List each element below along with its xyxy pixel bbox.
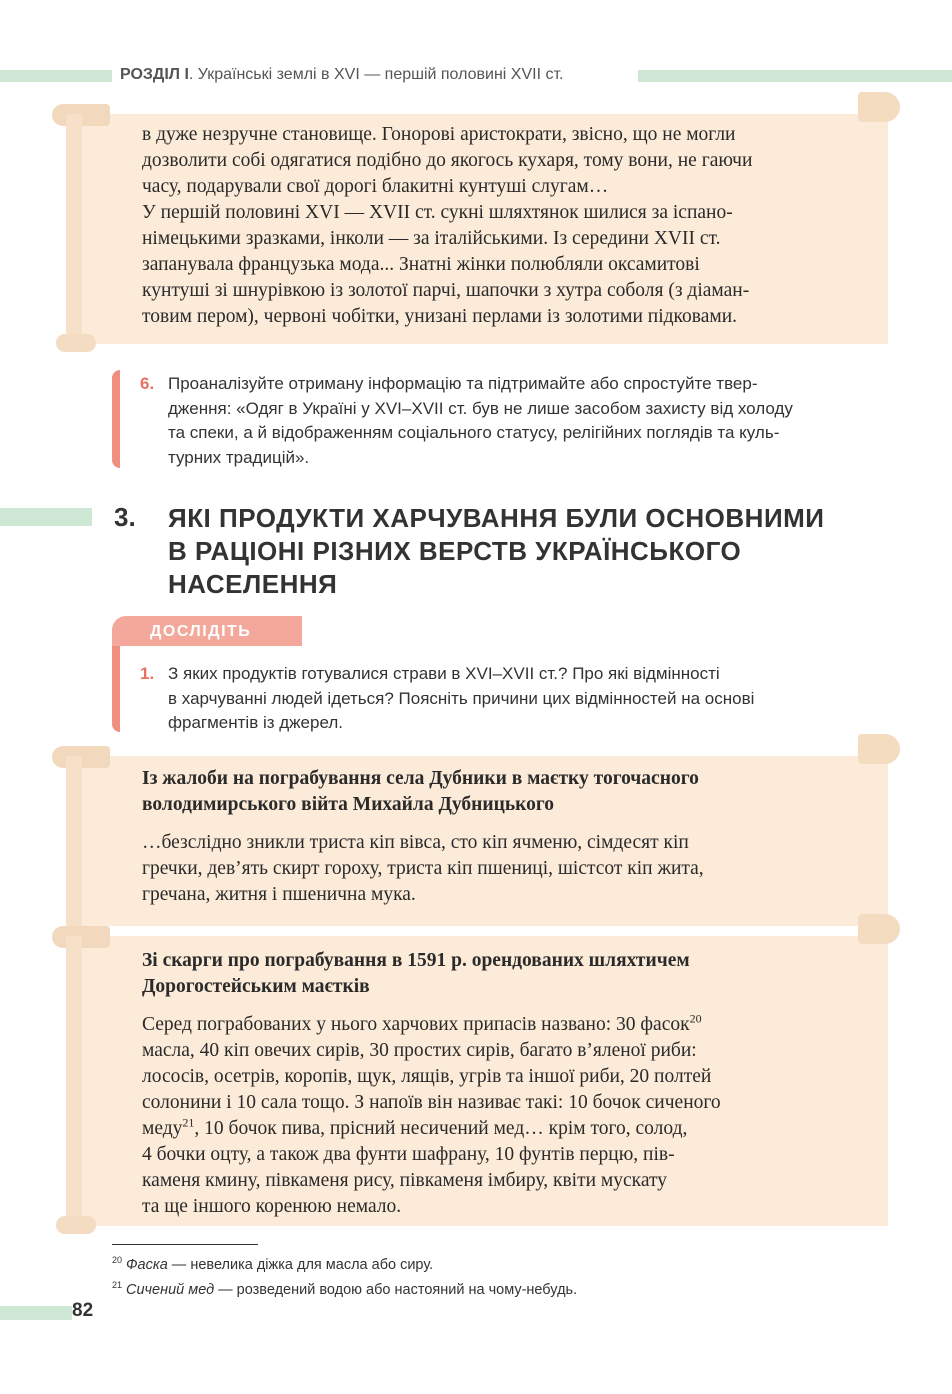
header-stripe-right (638, 70, 952, 82)
text-line: Проаналізуйте отриману інформацію та підтримайте або спростуйте твер- (168, 374, 758, 393)
task-6-text (168, 372, 880, 470)
scroll-edge (66, 756, 82, 926)
footnote-ref[interactable]: 20 (689, 1011, 702, 1026)
source-text (142, 830, 854, 908)
text-line: та ще іншого коренюю немало. (142, 1196, 402, 1217)
title-line: Дорогостейським маєтків (142, 976, 370, 997)
scroll-edge (66, 114, 82, 344)
text-line: запанувала французька мода... Знатні жінки полюбляли оксамитові (142, 254, 700, 275)
text-line: дозволити собі одягатися подібно до якогось кухаря, тому вони, не гаючи (142, 150, 753, 171)
task-1-text (168, 662, 880, 736)
task-accent-bar (112, 646, 120, 732)
title-line: ЯКІ ПРОДУКТИ ХАРЧУВАННЯ БУЛИ ОСНОВНИМИ (168, 503, 825, 533)
text-line: дження: «Одяг в Україні у XVI–XVII ст. був не лише засобом захисту від холоду (168, 398, 793, 418)
text-line: турних традицій». (168, 447, 310, 467)
footnote-text: — розведений водою або настояний на чому-небудь. (214, 1281, 578, 1298)
source-scroll-dorogostaiski (66, 936, 888, 1226)
source-title (142, 948, 854, 1000)
title-line: Із жалоби на пограбування села Дубники в маєтку тогочасного (142, 768, 699, 789)
title-line: В РАЦІОНІ РІЗНИХ ВЕРСТВ УКРАЇНСЬКОГО (168, 536, 742, 566)
header-stripe-left (0, 70, 112, 82)
section-title (168, 502, 888, 601)
text-line: німецькими зразками, інколи — за італійськими. Із середини XVII ст. (142, 228, 721, 249)
footnote-term: Сичений мед (126, 1281, 215, 1298)
scroll-edge (66, 936, 82, 1226)
text-line: та спеки, а й відображенням соціального статусу, релігійних поглядів та куль- (168, 423, 780, 442)
text-line: в харчуванні людей ідеться? Поясніть причини цих відмінностей на основі (168, 688, 755, 708)
task-number: 1. (140, 664, 155, 683)
text-line: …безслідно зникли триста кіп вівса, сто кіп ячменю, сімдесят кіп (142, 832, 689, 853)
source-intro-text (142, 122, 854, 330)
source-title (142, 766, 854, 818)
section-number: 3. (114, 502, 136, 532)
text-line: З яких продуктів готувалися страви в XVI–XVII ст.? Про які відмінності (168, 664, 720, 683)
title-line: Зі скарги про пограбування в 1591 р. орендованих шляхтичем (142, 950, 690, 971)
task-accent-bar (112, 370, 120, 468)
text-fragment: , 10 бочок пива, прісний несичений мед… крім того, солод, (194, 1118, 688, 1139)
text-line: в дуже незручне становище. Гонорові аристократи, звісно, що не могли (142, 124, 736, 145)
scroll-curl (56, 334, 96, 352)
footnote-text: — невелика діжка для масла або сиру. (167, 1256, 434, 1273)
footnote-20 (112, 1255, 433, 1273)
source-scroll-intro (66, 114, 888, 344)
text-line: лососів, осетрів, коропів, щук, лящів, угрів та іншої риби, 20 полтей (142, 1066, 712, 1087)
chapter-label: РОЗДІЛ І (120, 66, 189, 83)
text-line (142, 1116, 854, 1142)
footnote-divider (112, 1244, 258, 1245)
investigate-label-text: ДОСЛІДІТЬ (150, 623, 252, 640)
page-number: 82 (72, 1300, 94, 1321)
text-line: 4 бочки оцту, а також два фунти шафрану, 10 фунтів перцю, пів- (142, 1144, 675, 1165)
text-line: масла, 40 кіп овечих сирів, 30 простих сирів, багато в’яленої риби: (142, 1040, 697, 1061)
text-fragment: меду (142, 1118, 183, 1139)
text-line: гречана, житня і пшенична мука. (142, 884, 416, 905)
text-line: фрагментів із джерел. (168, 713, 343, 732)
chapter-subtitle: . Українські землі в XVI — першій половині XVII ст. (188, 66, 564, 83)
text-line (142, 1012, 854, 1038)
footnote-number: 21 (112, 1280, 123, 1290)
text-line: товим пером), червоні чобітки, унизані перлами із золотими підковами. (142, 306, 738, 327)
source-text (142, 1012, 854, 1220)
source-scroll-dubnyky (66, 756, 888, 926)
text-line: кунтуші зі шнурівкою із золотої парчі, шапочки з хутра соболя (з діаман- (142, 280, 750, 301)
text-fragment: Серед пограбованих у нього харчових припасів названо: 30 фасок (142, 1014, 690, 1035)
page-number-stripe (0, 1306, 72, 1320)
text-line: гречки, дев’ять скирт гороху, триста кіп пшениці, шістсот кіп жита, (142, 858, 704, 879)
running-header (120, 66, 563, 84)
footnote-number: 20 (112, 1255, 123, 1265)
title-line: володимирського війта Михайла Дубницького (142, 794, 555, 815)
scroll-curl (56, 1216, 96, 1234)
text-line: часу, подарували свої дорогі блакитні кунтуші слугам… (142, 176, 609, 197)
footnote-term: Фаска (126, 1256, 168, 1273)
text-line: солонини і 10 сала тощо. З напоїв він називає такі: 10 бочок сиченого (142, 1092, 721, 1113)
section-stripe-left (0, 508, 92, 526)
task-number: 6. (140, 374, 155, 393)
footnote-ref[interactable]: 21 (182, 1115, 195, 1130)
investigate-label (112, 616, 302, 646)
text-line: У першій половині XVI — XVII ст. сукні шляхтянок шилися за іспано- (142, 202, 733, 223)
title-line: НАСЕЛЕННЯ (168, 569, 338, 599)
text-line: каменя кмину, півкаменя рису, півкаменя імбиру, квіти мускату (142, 1170, 667, 1191)
footnote-21 (112, 1280, 577, 1298)
